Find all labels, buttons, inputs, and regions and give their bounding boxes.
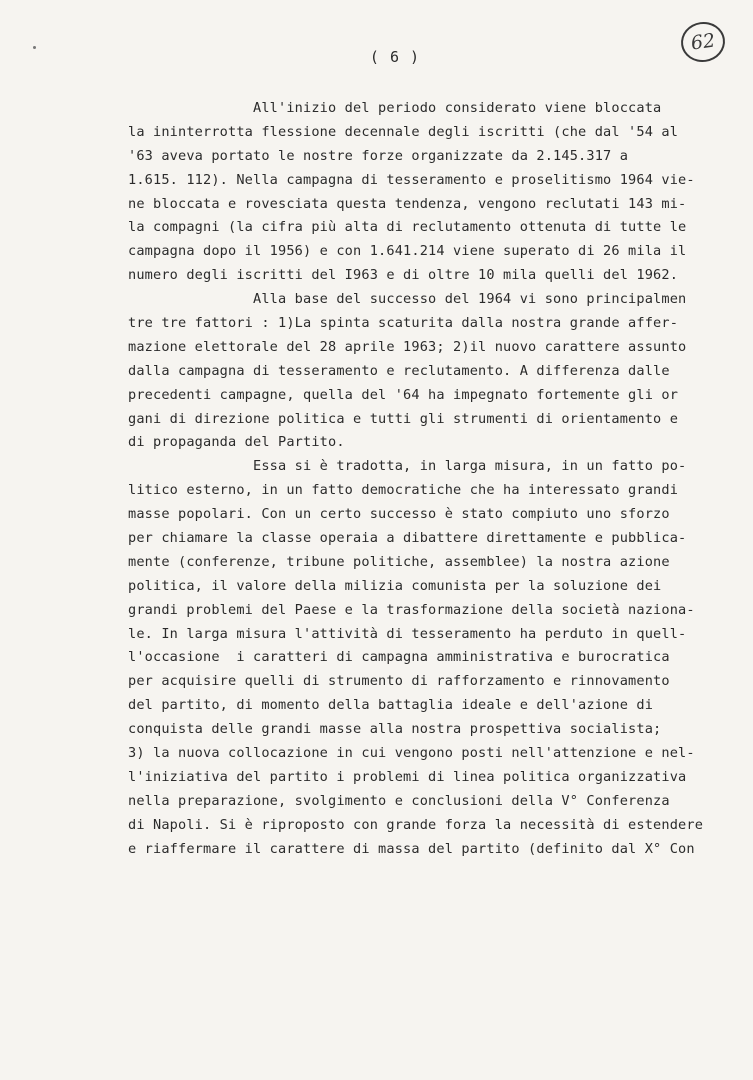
text-line: le. In larga misura l'attività di tesseramento ha perduto in quell- [128,625,687,642]
text-line: per chiamare la classe operaia a dibattere direttamente e pubblica- [128,530,687,547]
text-line: campagna dopo il 1956) e con 1.641.214 viene superato di 26 mila il [128,243,687,260]
text-line: 1.615. 112). Nella campagna di tesseramento e proselitismo 1964 vie- [128,171,695,188]
folio-stamp: 62 [678,19,727,65]
text-line: dalla campagna di tesseramento e reclutamento. A differenza dalle [128,362,670,379]
text-line: la compagni (la cifra più alta di reclutamento ottenuta di tutte le [128,219,687,236]
text-line: mente (conferenze, tribune politiche, assemblee) la nostra azione [128,553,670,570]
page-number: ( 6 ) [369,48,421,66]
text-line: del partito, di momento della battaglia ideale e dell'azione di [128,697,654,714]
text-line: Alla base del successo del 1964 vi sono principalmen [128,291,687,308]
text-line: tre tre fattori : 1)La spinta scaturita dalla nostra grande affer- [128,315,679,332]
text-line: mazione elettorale del 28 aprile 1963; 2)il nuovo carattere assunto [128,338,687,355]
text-line: l'occasione i caratteri di campagna amministrativa e burocratica [128,649,670,666]
text-line: gani di direzione politica e tutti gli strumenti di orientamento e [128,410,679,427]
text-line: ne bloccata e rovesciata questa tendenza, vengono reclutati 143 mi- [128,195,687,212]
text-line: '63 aveva portato le nostre forze organizzate da 2.145.317 a [128,147,629,164]
text-line: masse popolari. Con un certo successo è stato compiuto uno sforzo [128,506,670,523]
text-line: 3) la nuova collocazione in cui vengono posti nell'attenzione e nel- [128,745,695,762]
text-line: nella preparazione, svolgimento e conclusioni della V° Conferenza [128,792,670,809]
text-line: politica, il valore della milizia comunista per la soluzione dei [128,577,662,594]
text-line: l'iniziativa del partito i problemi di linea politica organizzativa [128,768,687,785]
text-line: Essa si è tradotta, in larga misura, in un fatto po- [128,458,687,475]
text-line: la ininterrotta flessione decennale degli iscritti (che dal '54 al [128,123,679,140]
text-line: numero degli iscritti del I963 e di oltre 10 mila quelli del 1962. [128,267,679,284]
body-text [128,97,748,862]
text-line: per acquisire quelli di strumento di rafforzamento e rinnovamento [128,673,670,690]
text-line: di Napoli. Si è riproposto con grande forza la necessità di estendere [128,816,704,833]
text-line: precedenti campagne, quella del '64 ha impegnato fortemente gli or [128,386,679,403]
text-line: e riaffermare il carattere di massa del partito (definito dal X° Con [128,840,695,857]
text-line: litico esterno, in un fatto democratiche che ha interessato grandi [128,482,679,499]
text-line: All'inizio del periodo considerato viene bloccata [128,100,662,116]
text-line: conquista delle grandi masse alla nostra prospettiva socialista; [128,721,662,738]
text-line: grandi problemi del Paese e la trasformazione della società naziona- [128,601,695,618]
text-line: di propaganda del Partito. [128,434,345,451]
